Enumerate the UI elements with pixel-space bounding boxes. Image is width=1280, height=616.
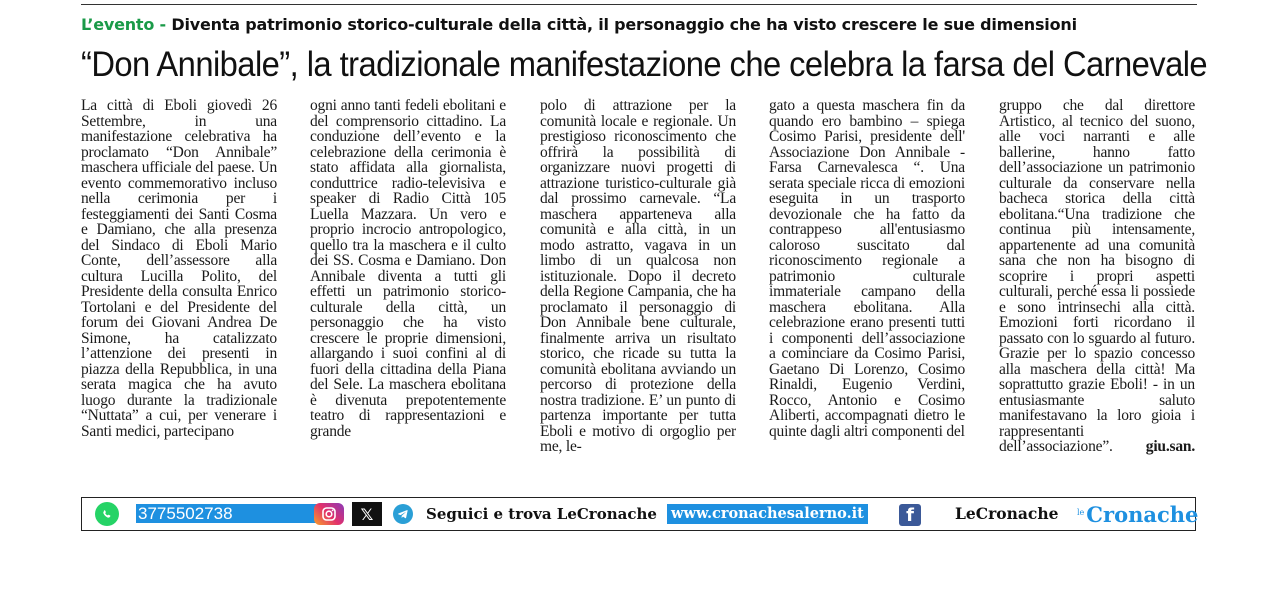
- article-column-3: polo di attrazione per la comunità locale e regionale. Un prestigioso riconoscimento che offrirà la possibilità di organizzare nuovi progetti di attrazione turistico-culturale già dal prossimo carnevale. “La maschera apparteneva alla comunità e alla città, in un modo astratto, vagava in un limbo di un qualcosa non istituzionale. Dopo il decreto della Regione Campania, che ha proclamato il personaggio di Don Annibale bene culturale, finalmente arriva un risultato storico, che ricade su tutta la comunità ebolitana avviando un percorso di protezione della nostra tradizione. E’ un punto di partenza importante per tutta Eboli e motivo di orgoglio per me, le-: [540, 98, 736, 455]
- article-column-2: ogni anno tanti fedeli ebolitani e del comprensorio cittadino. La conduzione dell’evento e la celebrazione della cerimonia è stato affidata alla giornalista, conduttrice radio-televisiva e speaker di Radio Città 105 Luella Mazzara. Un vero e proprio incrocio antropologico, quello tra la maschera e il culto dei SS. Cosma e Damiano. Don Annibale diventa a tutti gli effetti un patrimonio storico-culturale della città, un personaggio che ha visto crescere le proprie dimensioni, allargando i suoi confini al di fuori della cittadina della Piana del Sele. La maschera ebolitana è divenuta prepotentemente teatro di rappresentazioni e grande: [310, 98, 506, 440]
- website-link[interactable]: www.cronachesalerno.it: [667, 504, 868, 524]
- article-column-4: gato a questa maschera fin da quando ero bambino – spiega Cosimo Parisi, presidente dell' Associazione Don Annibale - Farsa Carnevalesca “. Una serata speciale ricca di emozioni eseguita in un trasporto devozionale che ha fatto da contrappeso all'entusiasmo caloroso suscitato dal riconoscimento regionale a patrimonio culturale immateriale campano della maschera ebolitana. Alla celebrazione erano presenti tutti i componenti dell’associazione a cominciare da Cosimo Parisi, Gaetano Di Lorenzo, Cosimo Rinaldi, Eugenio Verdini, Rocco, Antonio e Cosimo Aliberti, accompagnati dietro le quinte dagli altri componenti del: [769, 98, 965, 440]
- article-column-1: La città di Eboli giovedì 26 Settembre, in una manifestazione celebrativa ha proclamato “Don Annibale” maschera ufficiale del paese. Un evento commemorativo incluso nella cerimonia per i festeggiamenti dei Santi Cosma e Damiano, che alla presenza del Sindaco di Eboli Mario Conte, dell’assessore alla cultura Lucilla Polito, del Presidente della consulta Enrico Tortolani e del Presidente del forum dei Giovani Andrea De Simone, ha catalizzato l’attenzione dei presenti in piazza della Repubblica, in una serata magica che ha avuto luogo durante la tradizionale “Nuttata” a cui, per venerare i Santi medici, partecipano: [81, 98, 277, 440]
- facebook-icon[interactable]: f: [899, 504, 921, 526]
- brand-text: LeCronache: [955, 504, 1059, 523]
- telegram-icon[interactable]: [393, 504, 413, 524]
- author-signature: giu.san.: [1145, 438, 1195, 455]
- article-column-5-text: gruppo che dal direttore Artistico, al tecnico del suono, alle voci narranti e alle ballerine, hanno fatto dell’associazione un patrimonio culturale da conservare nella bacheca storica della città ebolitana.“Una tradizione che continua più intensamente, appartenente ad una comunità sana che non ha bisogno di scoprire i propri aspetti culturali, perché essa li possiede e sono intrinsechi alla città. Emozioni forti ricordano il passato con lo sguardo al futuro. Grazie per lo spazio concesso alla maschera della città! Ma soprattutto grazie Eboli! - in un entusiasmante saluto manifestavano la loro gioia i rappresentanti dell’associazione”.: [999, 98, 1195, 455]
- footer-banner: [81, 497, 1199, 531]
- logo-text: Cronache: [1086, 501, 1199, 527]
- article-column-5: [999, 98, 1195, 473]
- x-icon[interactable]: 𝕏: [352, 502, 382, 526]
- instagram-icon[interactable]: [314, 503, 344, 525]
- article-kicker: [81, 15, 1197, 35]
- lecronache-logo: [1077, 500, 1198, 528]
- top-rule: [81, 4, 1197, 5]
- kicker-text: Diventa patrimonio storico-culturale della città, il personaggio che ha visto crescere le sue dimensioni: [171, 15, 1077, 34]
- kicker-separator: -: [154, 15, 172, 34]
- follow-text: Seguici e trova LeCronache: [426, 504, 657, 523]
- whatsapp-icon[interactable]: [95, 502, 119, 526]
- phone-number[interactable]: 3775502738: [136, 504, 326, 523]
- logo-prefix: le: [1077, 508, 1085, 517]
- kicker-label: L’evento: [81, 15, 155, 34]
- article-headline: “Don Annibale”, la tradizionale manifestazione che celebra la farsa del Carnevale: [81, 45, 1208, 84]
